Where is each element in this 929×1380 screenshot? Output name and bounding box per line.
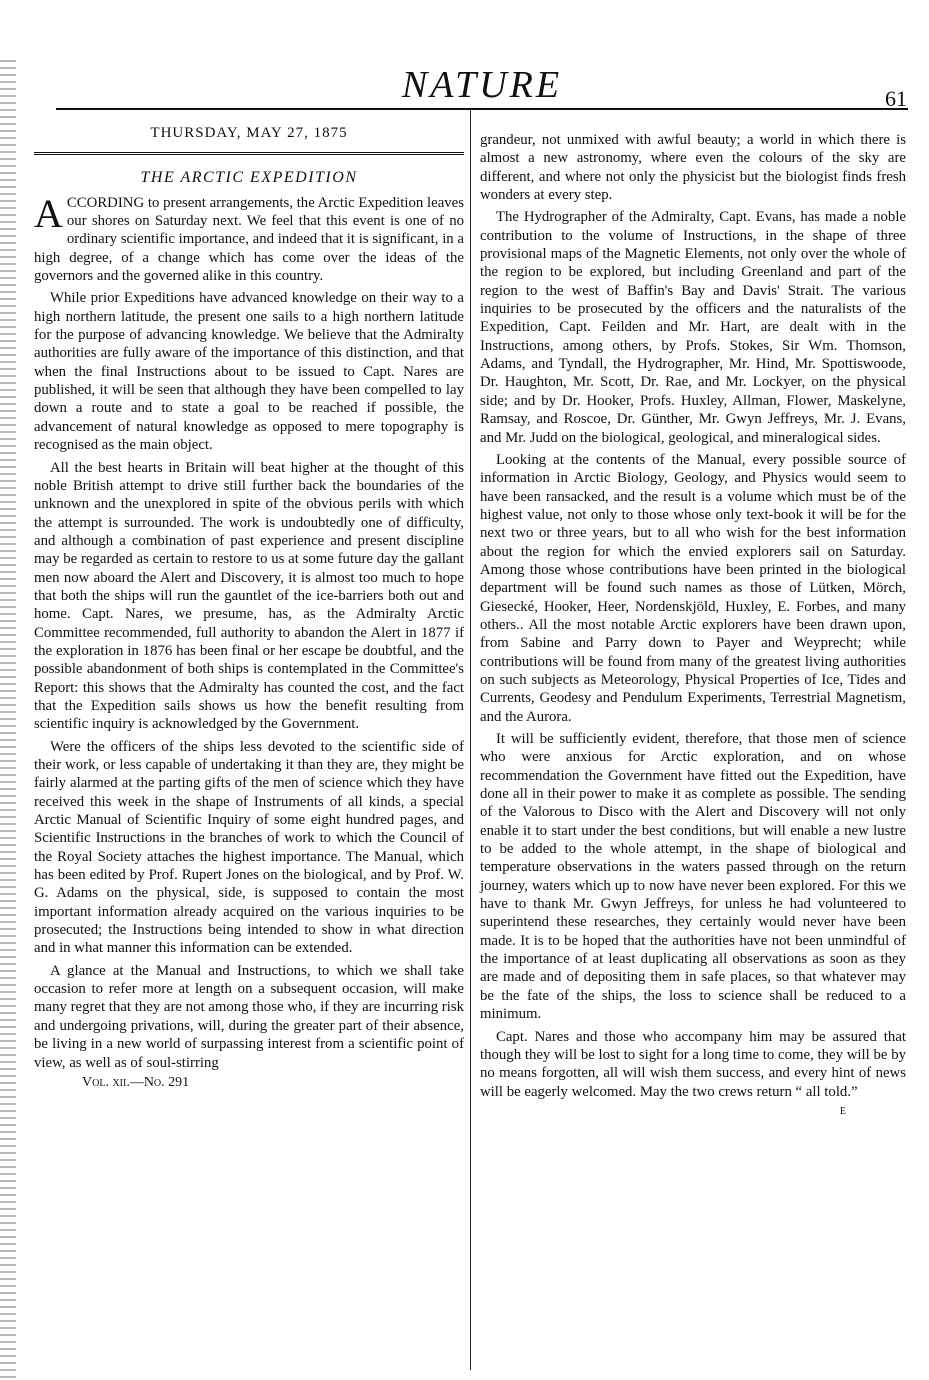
column-divider [470, 110, 471, 1370]
paragraph: The Hydrographer of the Admiralty, Capt. Evans, has made a noble contribution to the volume of Instructions, in the shape of three provisional maps of the Magnetic Elements, not only over the whole of the region to be explored, but including Greenland and part of the region to the west of Baffin's Bay and Davis' Strait. The various inquiries to be prosecuted by the officers and the naturalists of the Expedition, Capt. Feilden and Mr. Hart, are dealt with in the Instructions, among others, by Profs. Stokes, Sir Wm. Thomson, Adams, and Tyndall, the Hydrographer, Mr. Hind, Mr. Spottiswoode, Dr. Haughton, Mr. Scott, Dr. Rae, and Mr. Lockyer, on the physical side; and by Dr. Hooker, Profs. Huxley, Allman, Flower, Maskelyne, Ramsay, and Roscoe, Dr. Günther, Mr. Gwyn Jeffreys, Mr. J. Evans, and Mr. Judd on the biological, geological, and mineralogical sides. [480, 209, 906, 446]
binding-gutter [0, 60, 16, 1380]
page-number: 61 [885, 86, 907, 111]
paragraph: Looking at the contents of the Manual, every possible source of information in Arctic Biology, Geology, and Physics would seem to have been ransacked, and the result is a volume which must be of the highest value, not only to those whose only text-book it will be for the next two or three years, but to all who wish for the best information about the region for which the envied explorers sail on Saturday. Among those whose contributions have been printed in the biological department will be found such names as those of Lütken, Mörch, Giesecké, Hooker, Heer, Nordenskjöld, Huxley, E. Forbes, and many others.. All the most notable Arctic explorers have been drawn upon, from Sabine and Parry down to Payer and Weyprecht; while contributions will be found from many of the greatest living authorities on such subjects as Meteorology, Physical Properties of Ice, Tides and Currents, Geodesy and Pendulum Experiments, Terrestrial Magnetism, and the Aurora. [480, 451, 906, 725]
paragraph [34, 190, 464, 286]
masthead: NATURE [401, 64, 563, 106]
paragraph: All the best hearts in Britain will beat higher at the thought of this noble British attempt to drive still further back the boundaries of the unknown and the unexplored in spite of the obvious perils with which the attempt is surrounded. The work is undoubtedly one of difficulty, and although a combination of past experience and present discipline may be regarded as certain to restore to us at some future day the gallant men now aboard the Alert and Discovery, it is almost too much to hope that both the ships will run the gauntlet of the ice-barriers both out and home. Capt. Nares, we presume, has, as the Admiralty Arctic Committee recommended, full authority to abandon the Alert in 1877 if the exploration in 1876 has been final or her escape be doubtful, and the possible abandonment of both ships is contemplated in the Committee's Report: this shows that the Admiralty has counted the cost, and the fact that the Expedition sails shows us how the benefit resulting from scientific inquiry is acknowledged by the Government. [34, 459, 464, 733]
paragraph: Were the officers of the ships less devoted to the scientific side of their work, or less capable of undertaking it than they are, they might be fairly alarmed at the parting gifts of the men of science which they have received this week in the shape of Instruments of all kinds, a special Arctic Manual of Scientific Inquiry of some eight hundred pages, and Scientific Instructions in the branches of work to which the Council of the Royal Society attaches the highest importance. The Manual, which has been edited by Prof. Rupert Jones on the biological, and by Prof. W. G. Adams on the physical, side, is supposed to contain the most important information already acquired on the various inquiries to be prosecuted; the Instructions being intended to show in what direction and in what manner this information can be extended. [34, 738, 464, 957]
header-rule [56, 108, 908, 110]
dateline: THURSDAY, MAY 27, 1875 [34, 120, 464, 155]
paragraph: A glance at the Manual and Instructions, to which we shall take occasion to refer more at length on a subsequent occasion, will make many regret that they are not among those who, if they are incurring risk and undergoing privations, will, during the greater part of their absence, be living in a new world of surpassing interest from a scientific point of view, as well as of soul-stirring [34, 962, 464, 1071]
paragraph: It will be sufficiently evident, therefore, that those men of science who were anxious for Arctic exploration, and on whose recommendation the Government have fitted out the Expedition, have done all in their power to make it as complete as possible. The sending of the Valorous to Disco with the Alert and Discovery will not only enable it to start under the best conditions, but will enable a new lustre to be added to the whole attempt, in the shape of biological and temperature observations in the waters passed through on the return journey, waters which up to now have never been explored. For this we have to thank Mr. Gwyn Jeffreys, for unless he had volunteered to superintend these researches, they certainly would never have been made. It is to be hoped that the authorities have not been unmindful of the importance of at least duplicating all observations as soon as they are made and of depositing them in safe places, so that whatever may be the fate of the ships, the loss to science shall be reduced to a minimum. [480, 731, 906, 1023]
paragraph: Capt. Nares and those who accompany him may be assured that though they will be lost to sight for a long time to come, they will be by no means forgotten, all will wish them success, and every hint of news will be eagerly welcomed. May the two crews return “ all told.” [480, 1028, 906, 1100]
drop-cap: A [34, 190, 63, 236]
volume-line: Vol. xii.—No. 291 [82, 1074, 190, 1090]
article-title: THE ARCTIC EXPEDITION [140, 169, 358, 187]
right-column [480, 131, 906, 1121]
paragraph: While prior Expeditions have advanced knowledge on their way to a high northern latitude, the present one sails to a high northern latitude for the purpose of advancing knowledge. We believe that the Admiralty authorities are fully aware of the importance of this distinction, and that when the final Instructions about to be issued to Capt. Nares are published, it will be seen that although they have been compelled to lay down a route and to state a goal to be reached if possible, the advancement of natural knowledge as opposed to mere topography is recognised as the main object. [34, 290, 464, 454]
paragraph-text: CCORDING to present arrangements, the Arctic Expedition leaves our shores on Saturday next. We feel that this event is one of no ordinary scientific importance, and indeed that it is significant, in a high degree, of a change which has come over the ideas of the governors and the governed alike in this country. [34, 194, 464, 285]
left-column [34, 120, 464, 1092]
paragraph: grandeur, not unmixed with awful beauty; a world in which there is almost a new astronomy, where even the colours of the sky are different, and where not only the physicist but the biologist finds fresh wonders at every step. [480, 132, 906, 204]
signature: E [839, 1105, 846, 1117]
